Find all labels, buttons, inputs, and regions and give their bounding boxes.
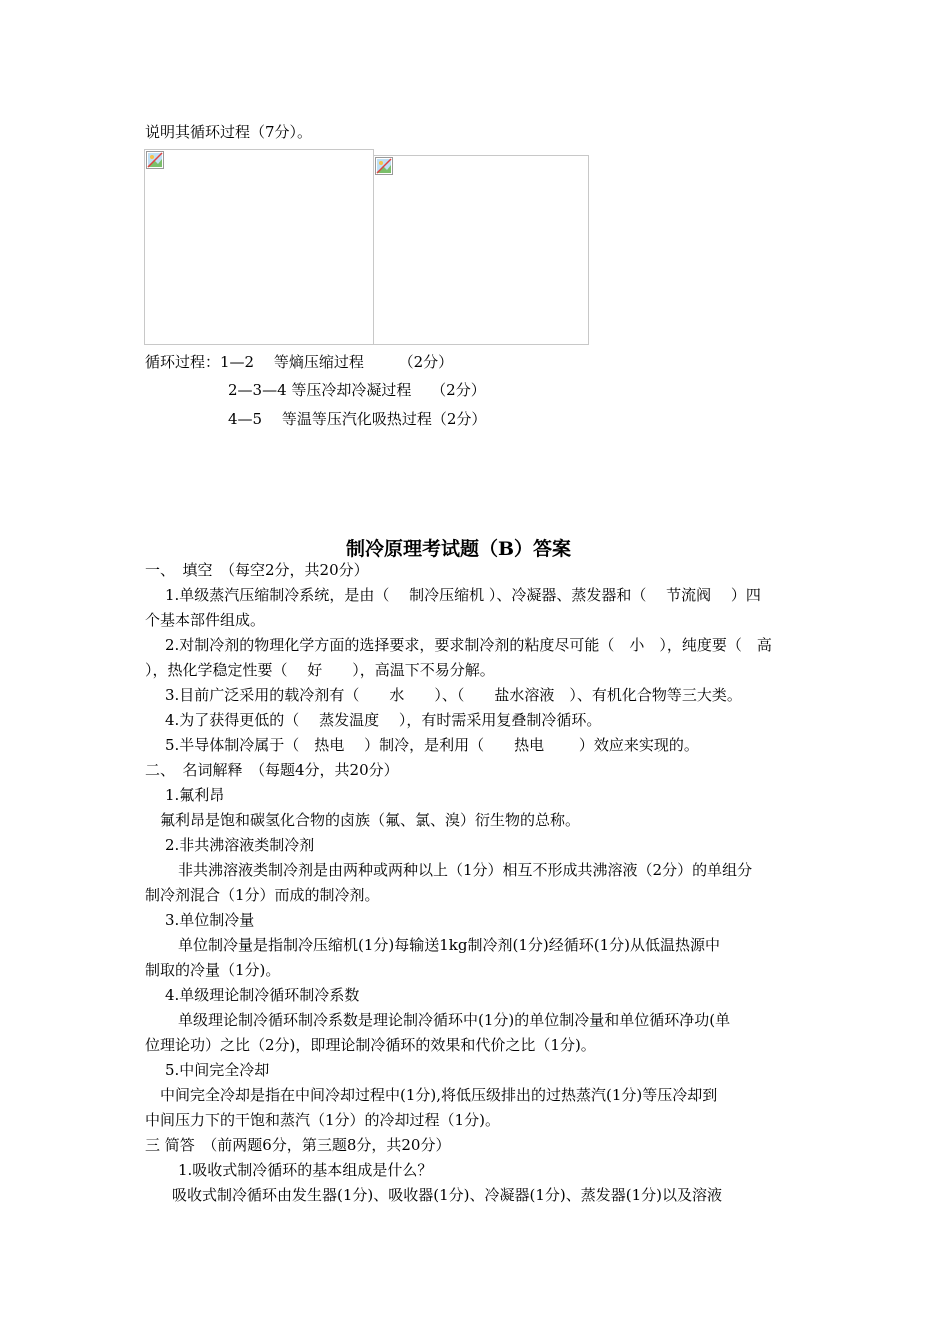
term-3-answer-line-2: 制取的冷量（1分)。 (145, 961, 281, 979)
broken-image-icon (146, 151, 164, 169)
term-3-answer-line-1: 单位制冷量是指制冷压缩机(1分)每输送1kg制冷剂(1分)经循环(1分)从低温热源中 (178, 936, 720, 954)
fill-q5: 5.半导体制冷属于（ 热电 ）制冷，是利用（ 热电 ）效应来实现的。 (165, 736, 699, 754)
term-5-answer-line-1: 中间完全冷却是指在中间冷却过程中(1分),将低压级排出的过热蒸汽(1分)等压冷却到 (160, 1086, 718, 1104)
term-4-title: 4.单级理论制冷循环制冷系数 (165, 986, 360, 1004)
term-3-title: 3.单位制冷量 (165, 911, 255, 929)
term-5-answer-line-2: 中间压力下的干饱和蒸汽（1分）的冷却过程（1分)。 (145, 1111, 500, 1129)
term-5-title: 5.中间完全冷却 (165, 1061, 270, 1079)
fill-q2-line-2: ），热化学稳定性要（ 好 ），高温下不易分解。 (145, 661, 495, 679)
term-2-title: 2.非共沸溶液类制冷剂 (165, 836, 315, 854)
cycle-process-line-2: 2—3—4 等压冷却冷凝过程 （2分） (228, 381, 486, 399)
intro-text: 说明其循环过程（7分）。 (145, 123, 313, 141)
fill-q4: 4.为了获得更低的（ 蒸发温度 ），有时需采用复叠制冷循环。 (165, 711, 602, 729)
term-1-title: 1.氟利昂 (165, 786, 225, 804)
term-4-answer-line-2: 位理论功）之比（2分)，即理论制冷循环的效果和代价之比（1分)。 (145, 1036, 596, 1054)
short-q1: 1.吸收式制冷循环的基本组成是什么？ (178, 1161, 433, 1179)
term-2-answer-line-1: 非共沸溶液类制冷剂是由两种或两种以上（1分）相互不形成共沸溶液（2分）的单组分 (178, 861, 753, 879)
fill-q2-line-1: 2.对制冷剂的物理化学方面的选择要求，要求制冷剂的粘度尽可能（ 小 ），纯度要（ 高 (165, 636, 772, 654)
section-3-heading: 三 简答 （前两题6分，第三题8分，共20分） (145, 1136, 451, 1154)
term-1-answer: 氟利昂是饱和碳氢化合物的卤族（氟、氯、溴）衍生物的总称。 (160, 811, 581, 829)
cycle-process-line-1: 循环过程：1—2 等熵压缩过程 （2分） (145, 353, 454, 371)
broken-image-icon (375, 157, 393, 175)
term-2-answer-line-2: 制冷剂混合（1分）而成的制冷剂。 (145, 886, 380, 904)
short-q1-answer: 吸收式制冷循环由发生器(1分)、吸收器(1分)、冷凝器(1分)、蒸发器(1分)以及溶液 (172, 1186, 722, 1204)
fill-q1-line-1: 1.单级蒸汽压缩制冷系统，是由（ 制冷压缩机 ）、冷凝器、蒸发器和（ 节流阀 ）四 (165, 586, 761, 604)
section-2-heading: 二、 名词解释 （每题4分，共20分） (145, 761, 399, 779)
fill-q1-line-2: 个基本部件组成。 (145, 611, 266, 629)
page-title: 制冷原理考试题（B）答案 (346, 538, 572, 560)
cycle-diagram-image-left (144, 149, 374, 345)
section-1-heading: 一、 填空 （每空2分，共20分） (145, 561, 369, 579)
term-4-answer-line-1: 单级理论制冷循环制冷系数是理论制冷循环中(1分)的单位制冷量和单位循环净功(单 (178, 1011, 731, 1029)
cycle-diagram-image-right (373, 155, 589, 345)
cycle-process-line-3: 4—5 等温等压汽化吸热过程（2分） (228, 410, 487, 428)
fill-q3: 3.目前广泛采用的载冷剂有（ 水 ）、（ 盐水溶液 ）、有机化合物等三大类。 (165, 686, 742, 704)
